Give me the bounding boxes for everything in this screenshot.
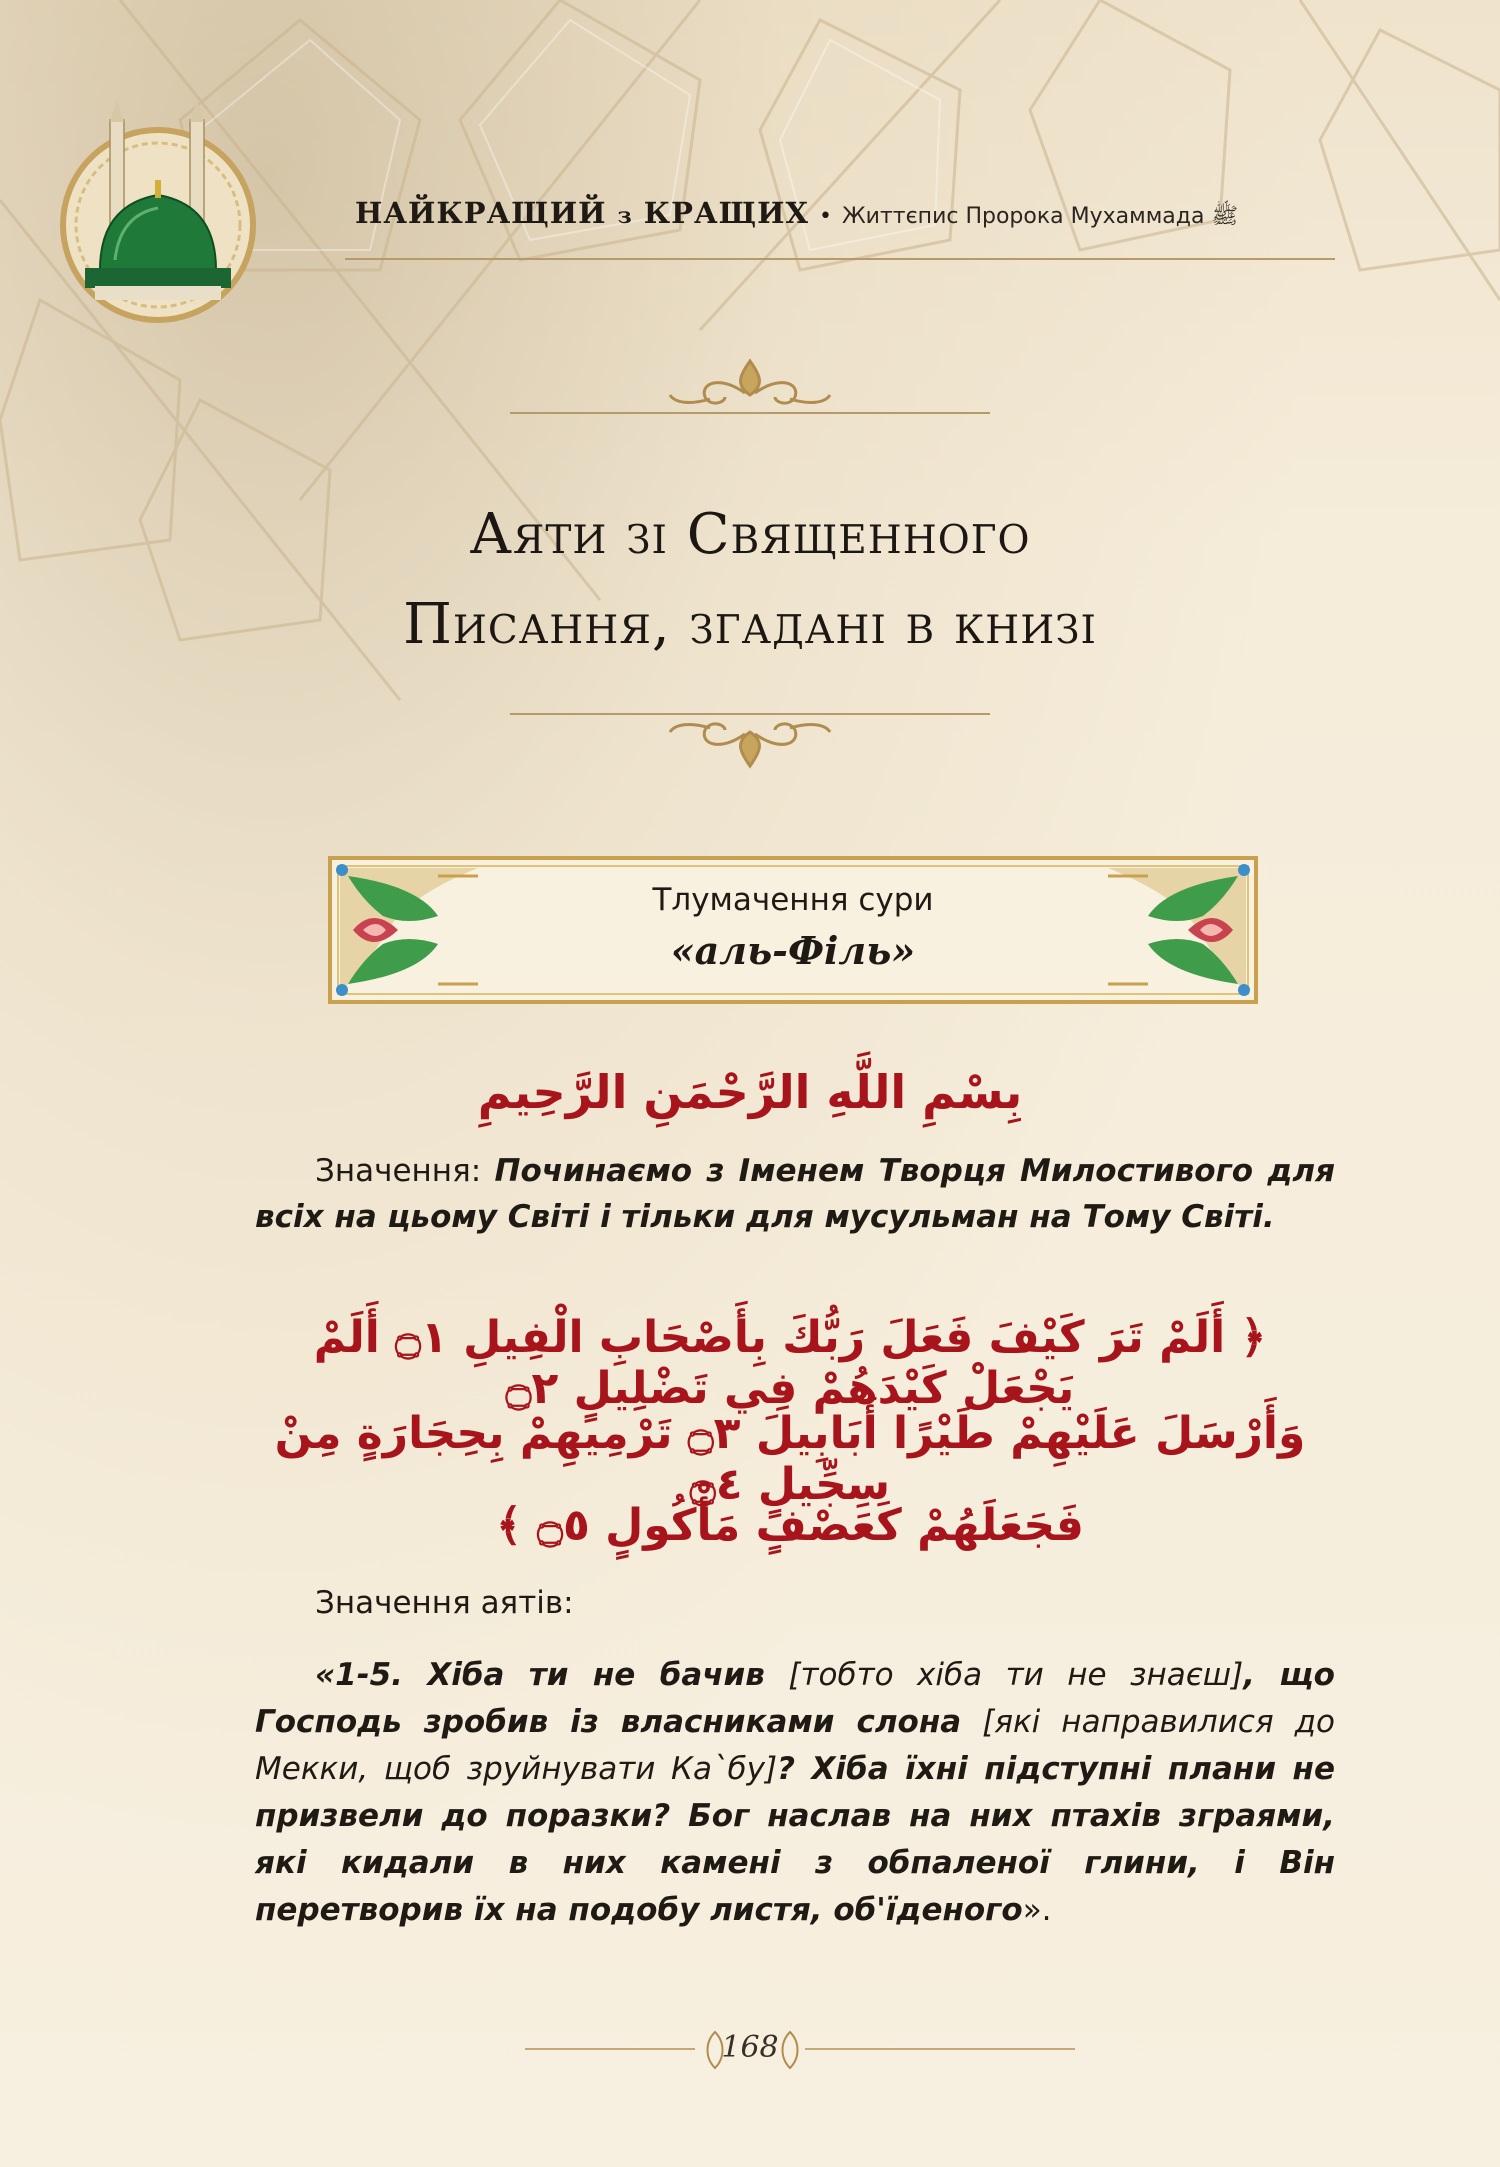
ayah-line-2: وَأَرْسَلَ عَلَيْهِمْ طَيْرًا أَبَابِيلَ ۝٣ تَرْمِيهِمْ بِحِجَارَةٍ مِنْ سِجِّيلٍ ۝٤ <box>274 1408 1306 1510</box>
running-head <box>355 196 1335 234</box>
chapter-title-line-2: Писання, згадані в книзі <box>403 592 1097 657</box>
basmala-meaning-prefix: Значення: <box>315 1153 482 1189</box>
page-number: 168 <box>721 2030 779 2065</box>
ayah-line-1: ﴿ أَلَمْ تَرَ كَيْفَ فَعَلَ رَبُّكَ بِأَصْحَابِ الْفِيلِ ۝١ أَلَمْ يَجْعَلْ كَيْدَهُمْ فِي تَضْلِيلٍ ۝٢ <box>313 1312 1267 1414</box>
footer-rule-left <box>525 2048 695 2050</box>
book-title: НАЙКРАЩИЙ з КРАЩИХ <box>355 196 809 230</box>
basmala-meaning-text: Починаємо з Іменем Творця Милостивого для всіх на цьому Світі і тільки для мусульман на Тому Світі. <box>255 1153 1335 1235</box>
sura-name: «аль-Філь» <box>670 928 916 973</box>
book-subtitle: Життєпис Пророка Мухаммада ﷺ <box>841 204 1239 229</box>
footer-rule-right <box>805 2048 1075 2050</box>
separator-bullet: • <box>819 204 832 229</box>
basmala-arabic: بِسْمِ اللَّهِ الرَّحْمَنِ الرَّحِيمِ <box>477 1065 1023 1119</box>
meaning-bracket-2: [які направилися до Мекки, щоб зруйнувати Ка`бу] <box>255 1704 1335 1787</box>
meaning-bracket-1: [тобто хіба ти не знаєш] <box>788 1657 1244 1693</box>
meaning-part-3: ? Хіба їхні підступні плани не призвели до поразки? Бог наслав на них птахів зграями, які кидали в них камені з обпаленої глини, і Він перетворив їх на подобу листя, об'їденого <box>255 1751 1336 1928</box>
chapter-title-line-1: Аяти зі Священного <box>469 502 1031 567</box>
header-divider <box>345 258 1335 260</box>
meaning-heading: Значення аятів: <box>315 1585 574 1621</box>
basmala-meaning <box>255 1148 1335 1240</box>
meaning-close: ». <box>1022 1892 1052 1928</box>
top-ornament-divider <box>510 355 990 415</box>
bottom-ornament-divider <box>510 712 990 772</box>
sura-label: Тлумачення сури <box>652 882 934 918</box>
meaning-open: «1-5. Хіба ти не бачив <box>315 1657 765 1693</box>
mosque-dome-emblem <box>40 90 275 325</box>
chapter-title <box>250 490 1250 670</box>
ayah-line-3: فَجَعَلَهُمْ كَعَصْفٍ مَأْكُولٍ ۝٥ ﴾ <box>496 1500 1084 1551</box>
meaning-part-2: , що Господь зробив із власниками слона <box>255 1657 1335 1740</box>
ayat-meaning-paragraph <box>255 1652 1335 1934</box>
